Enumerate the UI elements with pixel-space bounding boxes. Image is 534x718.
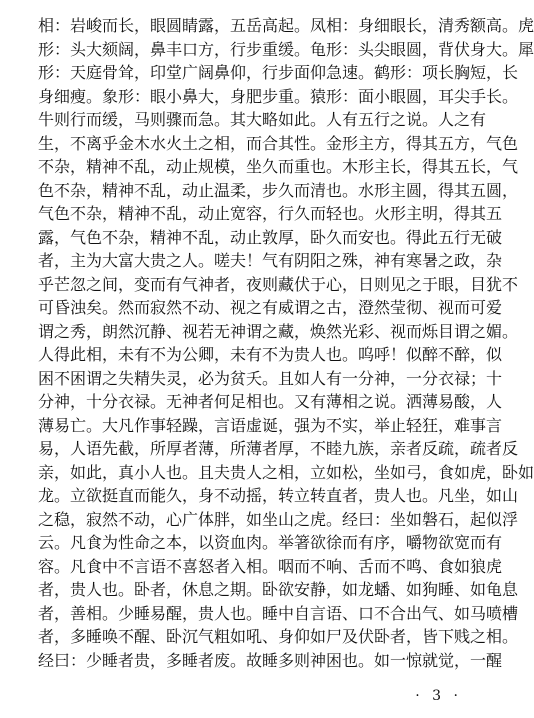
text-line: 人得此相，未有不为公卿，未有不为贵人也。呜呼！似醉不醉，似: [38, 345, 503, 364]
text-line: 色不杂，精神不乱，动止温柔，步久而清也。水形主圆，得其五圆，: [38, 180, 519, 200]
text-line: 者，善相。少睡易醒，贵人也。睡中自言语、口不合出气、如马喷槽: [38, 603, 519, 623]
text-line: 亲，如此，真小人也。且夫贵人之相，立如松，坐如弓，食如虎，卧如: [38, 462, 534, 482]
body-text: [38, 14, 534, 672]
text-line: 露，气色不杂，精神不乱，动止敦厚，卧久而安也。得此五行无破: [38, 227, 503, 247]
text-line: 分神，十分衣禄。无神者何足相也。又有薄相之说。洒薄易酸，人: [38, 392, 503, 411]
text-line: 经曰：少睡者贵，多睡者废。故睡多则神困也。如一惊就觉，一醒: [38, 650, 503, 670]
text-line: 身细瘦。象形：眼小鼻大，身肥步重。猿形：面小眼圆，耳尖手长。: [38, 86, 519, 106]
text-line: 谓之秀，朗然沉静、视若无神谓之藏，焕然光彩、视而烁目谓之媚。: [38, 321, 519, 341]
page-number: · 3 ·: [415, 688, 462, 704]
text-line: 云。凡食为性命之本，以资血肉。举箸欲徐而有序，嚼物欲宽而有: [38, 533, 503, 552]
text-line: 牛则行而缓，马则骤而急。其大略如此。人有五行之说。人之有: [38, 110, 487, 129]
text-line: 可昏浊矣。然而寂然不动、视之有威谓之古，澄然莹彻、视而可爱: [38, 298, 503, 317]
text-line: 相：岩峻而长，眼圆睛露，五岳高起。凤相：身细眼长，清秀额高。虎: [38, 16, 534, 35]
text-line: 乎芒忽之间，变而有气神者，夜则藏伏于心，日则见之于眼，目犹不: [38, 274, 519, 294]
text-line: 形：头大颏阔，鼻丰口方，行步重缓。龟形：头尖眼圆，背伏身大。犀: [38, 39, 534, 59]
text-line: 容。凡食中不言语不喜怒者入相。咽而不响、舌而不鸣、食如狼虎: [38, 556, 503, 576]
text-line: 形：天庭骨耸，印堂广阔鼻仰，行步面仰急速。鹤形：项长胸短，长: [38, 63, 519, 82]
text-line: 薄易亡。大凡作事轻躁，言语虚诞，强为不实，举止轻狂，难事言: [38, 415, 503, 435]
text-line: 者，贵人也。卧者，休息之期。卧欲安静，如龙蟠、如狗睡、如龟息: [38, 580, 519, 599]
text-line: 之稳，寂然不动，心广体胖，如坐山之虎。经曰：坐如磐石，起似浮: [38, 509, 519, 529]
text-line: 气色不杂，精神不乱，动止宽容，行久而轻也。火形主明，得其五: [38, 204, 503, 223]
text-line: 不杂，精神不乱，动止规模，坐久而重也。木形主长，得其五长，气: [38, 157, 519, 176]
text-line: 者，主为大富大贵之人。嗟夫！气有阴阳之殊，神有寒暑之政，杂: [38, 251, 503, 270]
text-line: 龙。立欲挺直而能久，身不动摇，转立转直者，贵人也。凡坐，如山: [38, 486, 519, 505]
text-line: 生，不离乎金木水火土之相，而合其性。金形主方，得其五方，气色: [38, 133, 519, 153]
text-line: 困不困谓之失精失灵，必为贫夭。且如人有一分神，一分衣禄；十: [38, 368, 503, 388]
text-line: 者，多睡唤不醒、卧沉气粗如吼、身仰如尸及伏卧者，皆下贱之相。: [38, 627, 519, 646]
text-line: 易，人语先截，所厚者薄，所薄者厚，不睦九族，亲者反疏，疏者反: [38, 439, 519, 458]
